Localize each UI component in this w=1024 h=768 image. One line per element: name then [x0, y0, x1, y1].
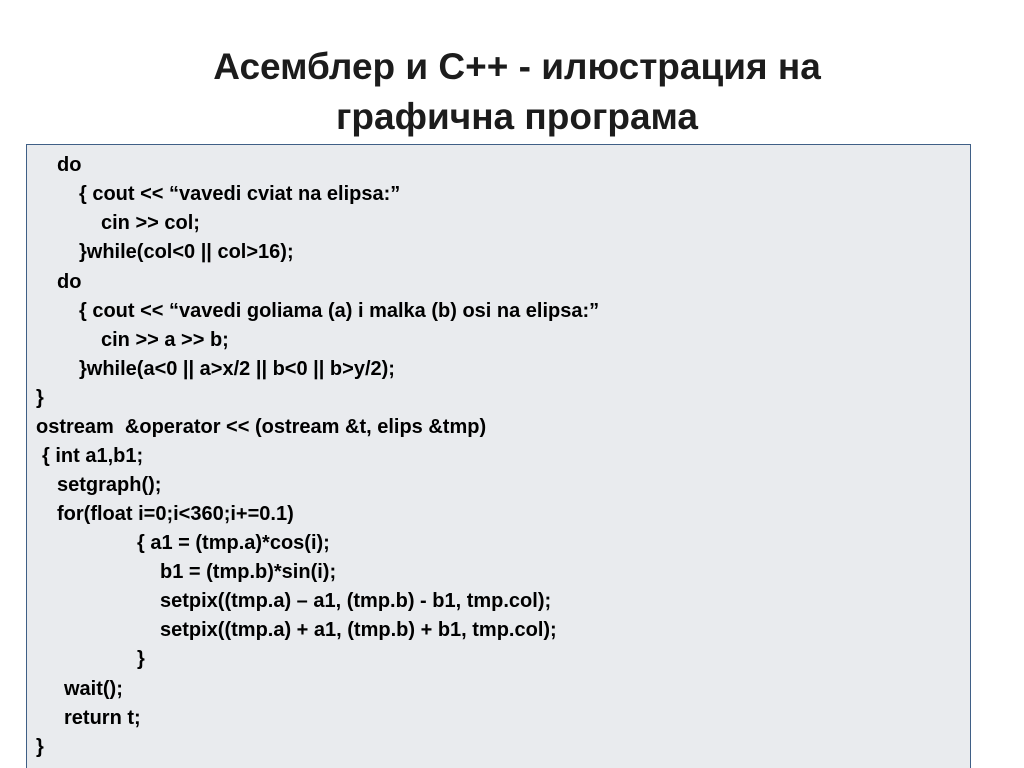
code-line: cin >> col;: [101, 212, 200, 234]
code-line: }: [36, 736, 44, 758]
code-line: setpix((tmp.a) – a1, (tmp.b) - b1, tmp.col);: [160, 590, 552, 612]
code-line: setpix((tmp.a) + a1, (tmp.b) + b1, tmp.col);: [160, 619, 557, 641]
code-line: }: [137, 648, 145, 670]
code-listing: [26, 144, 971, 768]
code-line: { int a1,b1;: [42, 445, 144, 467]
code-line: { cout << “vavedi cviat na elipsa:”: [79, 183, 401, 205]
slide-title: [0, 42, 1024, 142]
code-line: do: [57, 271, 82, 293]
code-line: ostream &operator << (ostream &t, elips &tmp): [36, 416, 487, 438]
title-line-2: графична програма: [336, 96, 698, 137]
code-line: { a1 = (tmp.a)*cos(i);: [137, 532, 330, 554]
code-line: do: [57, 154, 82, 176]
code-line: b1 = (tmp.b)*sin(i);: [160, 561, 337, 583]
code-line: cin >> a >> b;: [101, 329, 229, 351]
code-line: wait();: [64, 678, 123, 700]
code-line: }while(a<0 || a>x/2 || b<0 || b>y/2);: [79, 358, 395, 380]
title-line-1: Асемблер и С++ - илюстрация на: [213, 46, 821, 87]
code-line: }: [36, 387, 44, 409]
code-line: return t;: [64, 707, 141, 729]
code-line: }while(col<0 || col>16);: [79, 241, 294, 263]
code-line: { cout << “vavedi goliama (a) i malka (b) osi na elipsa:”: [79, 300, 600, 322]
code-line: setgraph();: [57, 474, 162, 496]
code-line: for(float i=0;i<360;i+=0.1): [57, 503, 294, 525]
